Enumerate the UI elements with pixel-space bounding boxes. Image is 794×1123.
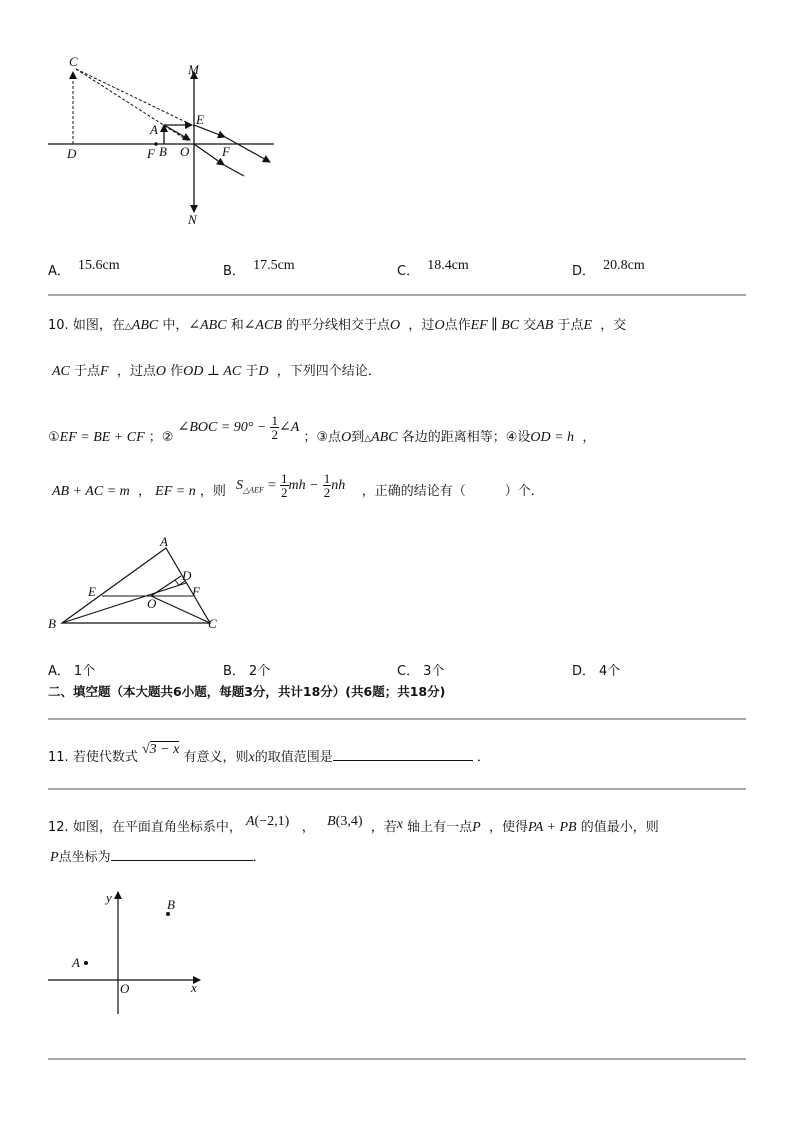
q10-option-c: C． 3个 — [397, 664, 445, 679]
q9-label-F1: F — [147, 146, 155, 161]
q10-option-a: A． 1个 — [48, 664, 96, 679]
q12-label-O: O — [120, 981, 130, 996]
q9-label-C: C — [69, 54, 78, 69]
q10-label-O: O — [147, 596, 157, 611]
q9-option-a: A． 15.6cm — [48, 258, 120, 279]
point-B — [166, 912, 170, 916]
sqrt-expression: √3 − x — [141, 742, 180, 757]
q9-figure — [40, 52, 290, 232]
answer-blank[interactable] — [333, 748, 473, 761]
fraction-half: $\frac{1}{2}$ — [271, 413, 278, 442]
q12-figure — [40, 886, 210, 1016]
q10-label-C: C — [208, 616, 217, 631]
divider-2 — [48, 718, 746, 720]
divider-3 — [48, 788, 746, 790]
q10-line-1: 10. 如图，在△ABC 中，∠ABC 和∠ACB 的平分线相交于点O ，过O点作EF ∥ BC 交AB 于点E ，交 — [48, 318, 627, 333]
q10-option-d: D． 4个 — [572, 664, 621, 679]
q10-figure — [40, 534, 230, 634]
q10-label-F: F — [192, 584, 200, 599]
q9-option-b: B． 17.5cm — [223, 258, 295, 279]
q9-label-N: N — [188, 212, 197, 227]
answer-blank[interactable] — [111, 848, 253, 861]
q11-line: 11. 若使代数式 √3 − x 有意义，则x的取值范围是 ． — [48, 742, 490, 765]
q9-label-B: B — [159, 144, 167, 159]
q9-label-O: O — [180, 144, 190, 159]
section-heading: 二、填空题（本大题共6小题，每题3分，共计18分）(共6题；共18分) — [48, 684, 446, 699]
q9-label-D: D — [67, 146, 77, 161]
question-number: 10. — [48, 318, 69, 333]
q12-label-y: y — [106, 890, 112, 905]
q10-label-A: A — [160, 534, 168, 549]
q10-label-B: B — [48, 616, 56, 631]
divider-1 — [48, 294, 746, 296]
divider-4 — [48, 1058, 746, 1060]
q12-label-B: B — [167, 897, 175, 912]
q10-line-2: AC 于点F ，过点O 作OD ⊥ AC 于D ，下列四个结论． — [52, 364, 381, 379]
q9-label-F2: F — [222, 144, 230, 159]
q10-line-3: ①EF = BE + CF ；② ∠BOC = 90° − $\frac{1}{2}$ ∠A ；③点O到△ABC 各边的距离相等；④设OD = h ， — [48, 413, 596, 445]
point-A — [84, 961, 88, 965]
q12-line-2: P点坐标为 ． — [50, 850, 266, 865]
q10-label-D: D — [182, 568, 192, 583]
q9-label-M: M — [188, 62, 199, 77]
q9-option-d: D． 20.8cm — [572, 258, 645, 279]
q10-option-b: B． 2个 — [223, 664, 271, 679]
question-number: 11. — [48, 750, 69, 765]
q12-label-x: x — [191, 980, 197, 995]
q12-line-1: 12. 如图，在平面直角坐标系中， A(−2,1) ， B(3,4) ，若x 轴上有一点P ，使得PA + PB 的值最小，则 — [48, 814, 659, 835]
q9-label-A: A — [150, 122, 158, 137]
q10-label-E: E — [88, 584, 96, 599]
question-number: 12. — [48, 820, 69, 835]
q9-option-c: C． 18.4cm — [397, 258, 469, 279]
q9-label-E: E — [196, 112, 204, 127]
q10-line-4: AB + AC = m ， EF = n ，则 $S_{\triangle AEF}$ = $\frac{1}{2}$ mh − $\frac{1}{2}$ nh ，正确的结论有（ ）个． — [52, 471, 544, 500]
q12-label-A: A — [72, 955, 80, 970]
